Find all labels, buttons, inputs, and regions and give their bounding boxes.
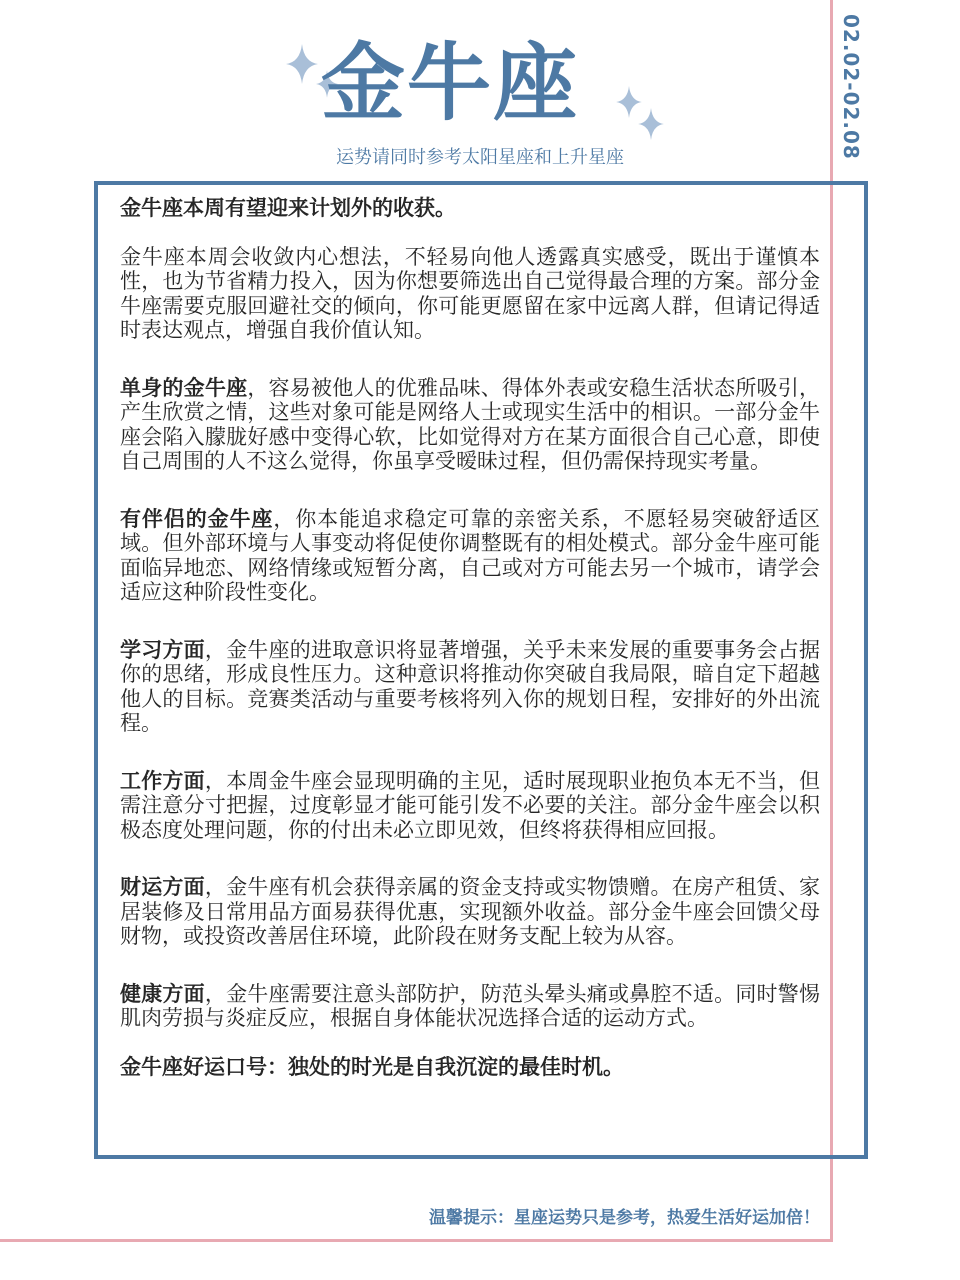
section-label: 健康方面 — [120, 981, 205, 1006]
section-label: 学习方面 — [120, 637, 205, 662]
section-text: ，本周金牛座会显现明确的主见，适时展现职业抱负本无不当，但需注意分寸把握，过度彰显才能可能引发不必要的关注。部分金牛座会以积极态度处理问题，你的付出未必立即见效，但终将获得相应回报。 — [120, 768, 820, 842]
sparkle-icon — [638, 108, 664, 140]
date-range: 02.02-02.08 — [839, 14, 863, 160]
section-partnered — [120, 507, 820, 605]
section-label: 工作方面 — [120, 768, 205, 793]
section-text: ，容易被他人的优雅品味、得体外表或安稳生活状态所吸引，产生欣赏之情，这些对象可能是网络人士或现实生活中的相识。一部分金牛座会陷入朦胧好感中变得心软，比如觉得对方在某方面很合自己心意，即使自己周围的人不这么觉得，你虽享受暧昧过程，但仍需保持现实考量。 — [120, 375, 820, 473]
intro-paragraph: 金牛座本周会收敛内心想法，不轻易向他人透露真实感受，既出于谨慎本性，也为节省精力投入，因为你想要筛选出自己觉得最合理的方案。部分金牛座需要克服回避社交的倾向，你可能更愿留在家中远离人群，但请记得适时表达观点，增强自我价值认知。 — [120, 244, 820, 342]
section-label: 有伴侣的金牛座 — [120, 506, 274, 531]
headline: 金牛座本周有望迎来计划外的收获。 — [120, 196, 456, 220]
footer-tip: 温馨提示：星座运势只是参考，热爱生活好运加倍！ — [429, 1208, 820, 1228]
horoscope-content — [120, 196, 820, 1079]
pink-horizontal-line — [0, 1239, 833, 1242]
section-text: ，金牛座有机会获得亲属的资金支持或实物馈赠。在房产租赁、家居装修及日常用品方面易获得优惠，实现额外收益。部分金牛座会回馈父母财物，或投资改善居住环境，此阶段在财务支配上较为从容。 — [120, 875, 820, 948]
section-wealth — [120, 875, 820, 949]
section-health — [120, 982, 820, 1031]
page-title: 金牛座 — [320, 34, 579, 132]
section-text: ，你本能追求稳定可靠的亲密关系，不愿轻易突破舒适区域。但外部环境与人事变动将促使你调整既有的相处模式。部分金牛座可能面临异地恋、网络情缘或短暂分离，自己或对方可能去另一个城市，请学会适应这种阶段性变化。 — [120, 506, 821, 604]
section-text: ，金牛座的进取意识将显著增强，关乎未来发展的重要事务会占据你的思绪，形成良性压力。这种意识将推动你突破自我局限，暗自定下超越他人的目标。竞赛类活动与重要考核将列入你的规划日程，安排好的外出流程。 — [120, 637, 820, 735]
subtitle: 运势请同时参考太阳星座和上升星座 — [336, 147, 624, 168]
lucky-slogan: 金牛座好运口号：独处的时光是自我沉淀的最佳时机。 — [120, 1054, 624, 1079]
section-label: 单身的金牛座 — [120, 375, 248, 400]
section-text: ，金牛座需要注意头部防护，防范头晕头痛或鼻腔不适。同时警惕肌肉劳损与炎症反应，根据自身体能状况选择合适的运动方式。 — [120, 981, 820, 1030]
section-label: 财运方面 — [120, 875, 205, 899]
section-single — [120, 376, 820, 474]
section-work — [120, 769, 820, 843]
section-study — [120, 638, 820, 736]
